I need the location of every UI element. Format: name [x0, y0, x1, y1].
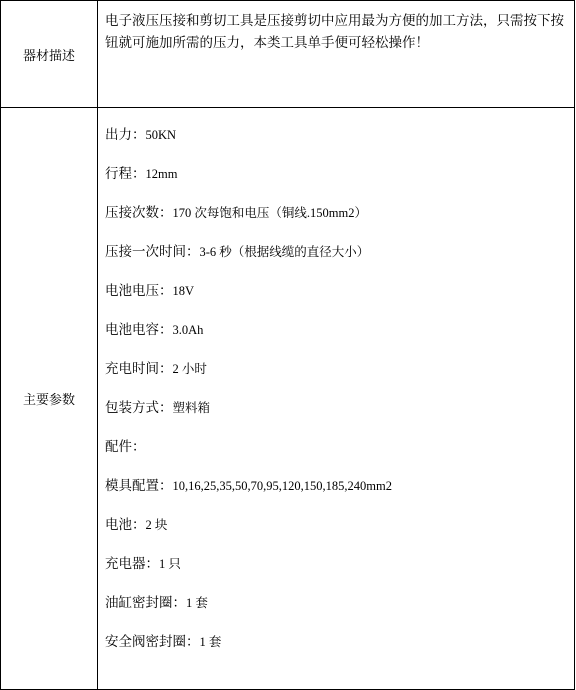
- parameters-row: [1, 108, 575, 690]
- param-value: 12mm: [145, 167, 178, 181]
- param-value: 3.0Ah: [172, 323, 204, 337]
- param-key: 油缸密封圈：: [105, 595, 186, 611]
- parameters-list: [98, 108, 575, 690]
- param-crimp-count: [105, 203, 568, 242]
- param-battery-capacity: [105, 320, 568, 359]
- param-value: 2 块: [145, 518, 168, 532]
- parameters-label: 主要参数: [1, 108, 98, 690]
- param-key: 充电器：: [105, 556, 159, 572]
- param-key: 行程：: [105, 166, 146, 182]
- param-key: 压接次数：: [105, 205, 173, 221]
- param-key: 配件：: [105, 439, 146, 455]
- param-battery-voltage: [105, 281, 568, 320]
- param-key: 包装方式：: [105, 400, 173, 416]
- param-valve-seal: [105, 632, 568, 671]
- param-key: 模具配置：: [105, 478, 173, 494]
- description-row: [1, 1, 575, 108]
- description-text: 电子液压压接和剪切工具是压接剪切中应用最为方便的加工方法，只需按下按钮就可施加所需的压力，本类工具单手便可轻松操作！: [98, 1, 575, 108]
- param-accessories: [105, 437, 568, 476]
- param-key: 充电时间：: [105, 361, 173, 377]
- param-output: [105, 125, 568, 164]
- param-value: 1 套: [186, 596, 208, 610]
- param-packaging: [105, 398, 568, 437]
- param-key: 压接一次时间：: [105, 244, 200, 260]
- param-cylinder-seal: [105, 593, 568, 632]
- param-key: 电池：: [105, 517, 146, 533]
- param-value: 3-6 秒（根据线缆的直径大小）: [199, 245, 370, 259]
- param-value: 50KN: [145, 128, 177, 142]
- param-stroke: [105, 164, 568, 203]
- param-charge-time: [105, 359, 568, 398]
- param-value: 2 小时: [172, 362, 207, 376]
- param-key: 出力：: [105, 127, 146, 143]
- param-value: 1 套: [199, 635, 222, 649]
- param-value: 18V: [172, 284, 195, 298]
- param-key: 电池电压：: [105, 283, 173, 299]
- param-charger: [105, 554, 568, 593]
- param-value: 170 次每饱和电压（铜线.150mm2）: [172, 206, 367, 220]
- param-value: 1 只: [159, 557, 181, 571]
- description-label: 器材描述: [1, 1, 98, 108]
- param-crimp-time: [105, 242, 568, 281]
- param-battery: [105, 515, 568, 554]
- param-dies: [105, 476, 568, 515]
- param-value: 10,16,25,35,50,70,95,120,150,185,240mm2: [172, 479, 392, 493]
- param-key: 电池电容：: [105, 322, 173, 338]
- param-value: 塑料箱: [172, 401, 211, 415]
- param-key: 安全阀密封圈：: [105, 634, 200, 650]
